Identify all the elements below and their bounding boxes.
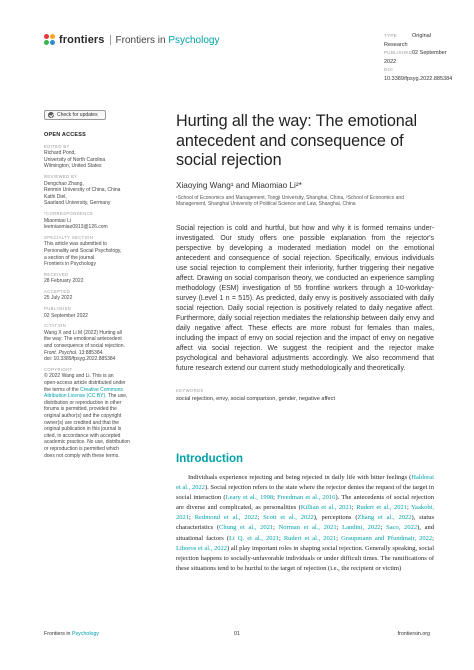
body-text: ) all play important roles in shaping social rejection. Generally speaking, social rejection happens to socially-unfavorable individuals or under difficult times. The ramifications of these situations tend to be hurtful to the target of rejection (i.e., the recipient or victim)	[176, 544, 434, 572]
specialty-section-text: This article was submitted to Personality and Social Psychology, a section of the journal Frontiers in Psychology	[44, 241, 122, 268]
body-text: ). Social rejection refers to the state where the rejector denies the request of the target in social interaction (	[176, 484, 434, 502]
check-for-updates-button[interactable]	[44, 110, 106, 120]
author-affiliations: ¹School of Economics and Management, Tongji University, Shanghai, China, ²School of Economics and Management, Shanghai University of Political Science and Law, Shanghai, China	[176, 194, 404, 208]
citation-link[interactable]: Rudert et al., 2021	[356, 504, 407, 512]
accepted-value: 25 July 2022	[44, 295, 73, 302]
correspondence-label: *CORRESPONDENCE	[44, 210, 94, 216]
citation-link[interactable]: Killian et al., 2021	[300, 504, 352, 512]
accepted-label: ACCEPTED	[44, 288, 71, 294]
citation-link[interactable]: Li Q. et al., 2021	[229, 534, 279, 542]
page-footer	[44, 631, 430, 641]
body-text: ;	[432, 534, 434, 542]
body-text: ;	[257, 514, 264, 522]
citation-link[interactable]: Scott et al., 2022	[263, 514, 314, 522]
body-text: ;	[380, 524, 387, 532]
reviewed-by-label: REVIEWED BY	[44, 173, 78, 179]
type-value: Original Research	[384, 33, 431, 48]
citation-link[interactable]: Redmond et al., 2022	[194, 514, 258, 522]
journal-name[interactable]: Frontiers in Psychology	[115, 34, 220, 46]
published-value-sidebar: 02 September 2022	[44, 312, 88, 319]
footer-journal: Frontiers in Psychology	[44, 631, 100, 637]
article-title: Hurting all the way: The emotional antecedent and consequence of social rejection	[176, 112, 418, 169]
citation-link[interactable]: Yaakobi, 2021	[176, 504, 435, 522]
article-sidebar	[44, 110, 156, 459]
body-text: Individuals experience rejecting and being rejected in daily life with bitter feelings (	[188, 474, 412, 481]
body-text: ;	[189, 514, 195, 522]
body-text: ;	[351, 504, 357, 512]
edited-by-text: Richard Pond, University of North Carolina Wilmington, United States	[44, 150, 106, 170]
body-text: ), and situational factors (	[176, 524, 434, 542]
citation-link[interactable]: Freedman et al., 2016	[277, 494, 336, 502]
correspondence-email[interactable]: leemiaomiao0913@126.com	[44, 224, 108, 231]
copyright-label: COPYRIGHT	[44, 366, 73, 372]
citation-link[interactable]: Leary et al., 1998	[225, 494, 274, 502]
citation-link[interactable]: Liboros et al., 2022	[176, 544, 228, 552]
citation-link[interactable]: Norman et al., 2021	[278, 524, 337, 532]
published-label-sidebar: PUBLISHED	[44, 306, 72, 312]
citation-link[interactable]: Saco, 2022	[386, 524, 418, 532]
body-text: ;	[273, 524, 279, 532]
article-authors: Xiaoying Wang¹ and Miaomiao Li²*	[176, 180, 302, 190]
article-meta	[384, 32, 452, 83]
citation-link[interactable]: Zhang et al., 2022	[357, 514, 412, 522]
footer-site-link[interactable]: frontiersin.org	[397, 631, 430, 637]
cc-license-link[interactable]: Creative Commons	[80, 386, 123, 393]
doi-value: 10.3389/fpsyg.2022.885384	[384, 75, 453, 82]
received-label: RECEIVED	[44, 271, 69, 277]
cc-license-link-cont[interactable]: Attribution License (CC BY).	[44, 393, 107, 400]
citation-link[interactable]: Graupmann and Pfundmair, 2022	[341, 534, 433, 542]
published-label: PUBLISHED	[384, 50, 413, 55]
body-text: ). The antecedents of social rejection are diverse and complicated, as personalities (	[176, 494, 434, 512]
introduction-body	[176, 473, 434, 574]
article-abstract: Social rejection is cold and hurtful, but how and why it is formed remains under-investigated. Our study offers one possible explanation from the rejector's perspective by developing a moderated mediation model on the emotional antecedent and consequence of social rejection. Specifically, envious individuals use social rejection to complement their inferiority, further triggering their negative affect. Drawing on social comparison theory, we conducted an experience sampling methodology (ESM) investigation of 55 frontline workers through a 10-workday-survey (Level 1 n = 515). As predicted, daily envy is positively associated with daily social rejection. Daily social rejection is positively related to daily negative affect. Furthermore, daily social rejection mediates the relationship between daily envy and daily negative affect. These effects are more robust for females than males, including the impact of envy on social rejection and the impact of envy on negative affect via social rejection. We suggest the recipient and the rejector make psychological and behavioral adjustments accordingly. We also recommend that future research extend our current study methodologically and theoretically.	[176, 224, 434, 372]
body-text: ;	[278, 534, 284, 542]
citation-label: CITATION	[44, 323, 67, 329]
body-text: ;	[406, 504, 412, 512]
check-icon	[48, 112, 54, 118]
doi-label: DOI	[384, 67, 393, 72]
received-value: 28 February 2022	[44, 278, 84, 285]
body-text: ), status characteristics (	[176, 514, 434, 532]
citation-link[interactable]: Rudert et al., 2021	[283, 534, 337, 542]
body-text: ;	[336, 534, 342, 542]
published-value: 02 September 2022	[384, 50, 447, 65]
page-header	[44, 32, 453, 82]
reviewed-by-text: Dengchao Zhang, Renmin University of China, China Kathi Diel, Saarland University, Germany	[44, 180, 121, 207]
keywords-label: KEYWORDS	[176, 387, 204, 393]
body-text: ), perceptions (	[313, 514, 358, 522]
check-updates-label: Check for updates	[57, 111, 98, 118]
edited-by-label: EDITED BY	[44, 143, 70, 149]
citation-link[interactable]: Landini, 2022	[342, 524, 381, 532]
logo-wordmark: frontiers	[59, 34, 105, 46]
article-main	[176, 112, 434, 402]
introduction-heading: Introduction	[176, 453, 244, 465]
body-text: ;	[336, 524, 343, 532]
correspondence-text: Miaomiao Li leemiaomiao0913@126.com	[44, 218, 156, 231]
copyright-text: © 2022 Wang and Li. This is an open-access article distributed under the terms of the Creative Commons Attribution License (CC BY). The use, distribution or reproduction in other forums is permitted, provided the original author(s) and the copyright owner(s) are credited and that the original publication in this journal is cited, in accordance with accepted academic practice. No use, distribution or reproduction is permitted which does not comply with these terms.	[44, 373, 130, 459]
logo-divider	[110, 35, 111, 45]
citation-text: Wang X and Li M (2022) Hurting all the way: The emotional antecedent and consequence of social rejection. Front. Psychol. 13:885384. doi: 10.3389/fpsyg.2022.885384	[44, 329, 125, 363]
frontiers-logo[interactable]	[44, 34, 219, 46]
specialty-section-label: SPECIALTY SECTION	[44, 234, 94, 240]
citation-link[interactable]: Haldorai et al., 2022	[176, 474, 434, 492]
page-number: 01	[234, 631, 240, 637]
citation-link[interactable]: Chung et al., 2021	[219, 524, 274, 532]
type-label: TYPE	[384, 33, 397, 38]
body-text: ;	[273, 494, 278, 502]
frontiers-logo-icon	[44, 34, 56, 46]
open-access-label: OPEN ACCESS	[44, 132, 87, 138]
keywords-text: social rejection, envy, social comparison, gender, negative affect	[176, 395, 335, 402]
